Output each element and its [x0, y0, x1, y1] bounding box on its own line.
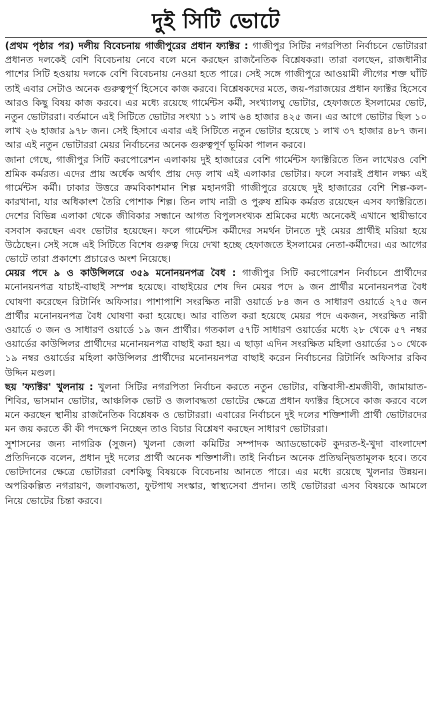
section-lead-gazipur: (প্রথম পৃষ্ঠার পর) দলীয় বিবেচনায় গাজীপুরের প্রধান ফ্যাক্টর :	[5, 41, 249, 52]
paragraph-text: গাজীপুর সিটির নগরপিতা নির্বাচনে ভোটাররা প্রধানত দলকেই বেশি বিবেচনায় নেবে বলে মনে করছেন রাজনৈতিক বিশ্লেষকরা। তারা বলছেন, রাজধানীর পাশের সিটি হওয়ায় দলকে বেশি বিবেচনায় নেওয়া হতে পারে। সেই সঙ্গে গাজীপুরে আওয়ামী লীগের শক্ত ঘাঁটি তাই এবার সেটাও অনেক গুরুত্বপূর্ণ হিসেবে কাজ করবে। বিশ্লেষকদের মতে, জয়-পরাজয়ের প্রধান ফ্যাক্টর হিসেবে আরও কিছু বিষয় কাজ করবে। এর মধ্যে রয়েছে গার্মেন্টস কর্মী, সংখ্যালঘু ভোটার, হেফাজতে ইসলামের ভোট, নতুন ভোটাররা। বর্তমানে এই সিটিতে ভোটার সংখ্যা ১১ লাখ ৬৪ হাজার ৪২৫ জন। এর আগে ভোটার ছিল ১০ লাখ ২৬ হাজার ৯৭৮ জন। সেই হিসাবে এবার এই সিটিতে নতুন ভোটার হয়েছে ১ লাখ ৩৭ হাজার ৪৮৭ জন। আর এই নতুন ভোটাররা মেয়র নির্বাচনের অনেক গুরুত্বপূর্ণ ভূমিকা পালন করবে।	[5, 41, 427, 152]
article-body	[5, 40, 427, 509]
paragraph-sujan-quote	[5, 438, 427, 509]
headline-rule	[5, 37, 427, 38]
section-lead-nomination: মেয়র পদে ৯ ও কাউন্সিলরে ৩৫৯ মনোনয়নপত্র বৈধ :	[5, 268, 236, 280]
paragraph-text: খুলনা সিটির নগরপিতা নির্বাচন করতে নতুন ভোটার, বস্তিবাসী-শ্রমজীবী, জামায়াত-শিবির, ভাসমান ভোটার, আঞ্চলিক ভোট ও জলাবদ্ধতা ভোটের ক্ষেত্রে প্রধান ফ্যাক্টর হিসেবে কাজ করবে বলে মনে করছেন স্থানীয় রাজনৈতিক বিশ্লেষক ও ভোটাররা। এবারের নির্বাচনে দুই দলের শক্তিশালী প্রার্থী ভোটারদের মন জয় করতে কী কী পদক্ষেপ নিচ্ছেন তাও বিচার বিশ্লেষণ করছেন সাধারণ ভোটাররা।	[5, 381, 427, 436]
paragraph-text: গাজীপুর সিটি করপোরেশন নির্বাচনে প্রার্থীদের মনোনয়নপত্র যাচাই-বাছাই সম্পন্ন হয়েছে। বাছাইয়ের শেষ দিন মেয়র পদে ৯ জন প্রার্থীর মনোনয়নপত্র বৈধ ঘোষণা করেছেন রিটার্নিং অফিসার। পাশাপাশি সংরক্ষিত নারী ওয়ার্ডে ৮৪ জন ও সাধারণ ওয়ার্ডে ২৭৫ জন প্রার্থীর মনোনয়নপত্র বৈধ ঘোষণা করা হয়েছে। আর বাতিল করা হয়েছে মেয়র পদে একজন, সংরক্ষিত নারী ওয়ার্ডে ৩ জন ও সাধারণ ওয়ার্ডে ১৯ জন প্রার্থীর। গতকাল ৫৭টি সাধারণ ওয়ার্ডের মধ্যে ২৮ থেকে ৫৭ নম্বর ওয়ার্ডের কাউন্সিলর প্রার্থীদের মনোনয়নপত্র বাছাই করা হয়। এ ছাড়া এদিন সংরক্ষিত মহিলা ওয়ার্ডের ১০ থেকে ১৯ নম্বর ওয়ার্ডের মহিলা কাউন্সিলর প্রার্থীদের মনোনয়নপত্র বাছাই করেন নির্বাচনের রিটার্নিং অফিসার রকিব উদ্দিন মণ্ডল।	[5, 268, 427, 379]
article-headline: দুই সিটি ভোটে	[151, 9, 281, 33]
paragraph-nomination	[5, 267, 427, 381]
section-lead-khulna: ছয় 'ফ্যাক্টর' খুলনায় :	[5, 381, 94, 393]
paragraph-text: সুশাসনের জন্য নাগরিক (সুজন) খুলনা জেলা কমিটির সম্পাদক অ্যাডভোকেট কুদরত-ই-খুদা বাংলাদেশ প্রতিদিনকে বলেন, প্রধান দুই দলের প্রার্থী অনেক শক্তিশালী। তাই নির্বাচন অনেক প্রতিদ্বন্দ্বিতামূলক হবে। তবে ভোটদানের ক্ষেত্রে ভোটাররা বেশকিছু বিষয়কে বিবেচনায় আনতে পারে। এর মধ্যে রয়েছে খুলনার উন্নয়ন। অপরিকল্পিত নগরায়ণ, জলাবদ্ধতা, ফুটপাথ সংস্কার, স্বাস্থ্যসেবা প্রদান। তাই ভোটাররা এসব বিষয়কে আমলে নিয়ে ভোটের চিন্তা করবে।	[5, 438, 427, 507]
paragraph-text: জানা গেছে, গাজীপুর সিটি করপোরেশন এলাকায় দুই হাজারের বেশি গার্মেন্টস ফ্যাক্টরিতে তিন লাখেরও বেশি শ্রমিক কর্মরত। এদের প্রায় অর্ধেক অর্থাৎ প্রায় দেড় লাখ এই এলাকার ভোটার। ফলে সবারই প্রধান লক্ষ্য এই গার্মেন্টস কর্মী। ঢাকার উত্তরে ক্রমবিকাশমান শিল্প মহানগরী গাজীপুরে রয়েছে দুই হাজারের বেশি শিল্প-কল-কারখানা, যার অধিকাংশ তৈরি পোশাক শিল্প। তিন লাখ নারী ও পুরুষ শ্রমিক কর্মরত রয়েছেন এসব ফ্যাক্টরিতে। দেশের বিভিন্ন এলাকা থেকে জীবিকার সন্ধানে আগত বিপুলসংখ্যক শ্রমিকের মধ্যে অনেকেই এখানে স্থায়ীভাবে বসবাস করছেন এবং ভোটার হয়েছেন। ফলে গার্মেন্টস কর্মীদের সমর্থন টানতে দুই মেয়র প্রার্থীই মরিয়া হয়ে উঠেছেন। সেই সঙ্গে এই সিটিতে বিশেষ গুরুত্ব দিয়ে দেখা হচ্ছে হেফাজতে ইসলামের নেতা-কর্মীদের। এর আগের ভোটে তারা প্রকাশ্যে প্রচারেও অংশ নিয়েছে।	[5, 154, 427, 266]
paragraph-khulna-factors	[5, 381, 427, 438]
paragraph-gazipur-factor	[5, 40, 427, 154]
paragraph-garment-workers	[5, 154, 427, 268]
